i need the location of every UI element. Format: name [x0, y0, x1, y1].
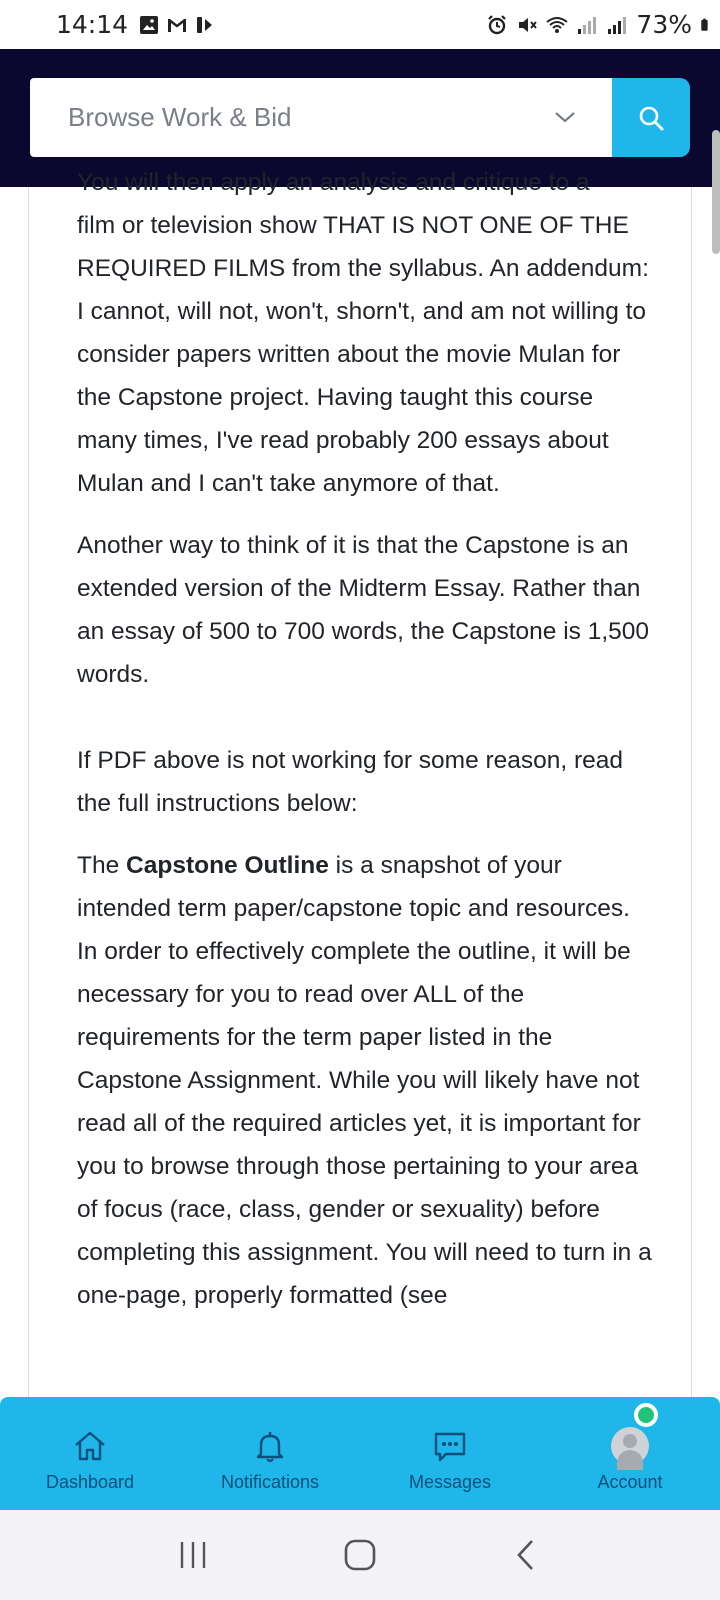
back-icon[interactable]	[510, 1538, 544, 1572]
partial-line: You will then apply an analysis and critique to a	[77, 169, 590, 196]
battery-percent: 73%	[636, 10, 692, 39]
nav-label: Notifications	[220, 1472, 320, 1492]
browse-select[interactable]	[30, 78, 612, 157]
status-bar	[0, 0, 720, 49]
online-status-icon	[634, 1403, 658, 1427]
wifi-icon	[546, 14, 568, 36]
cast-icon	[194, 14, 216, 36]
scrollbar[interactable]	[712, 130, 720, 254]
status-notification-icons	[138, 14, 216, 36]
avatar-icon	[611, 1427, 649, 1465]
home-icon	[72, 1428, 108, 1464]
nav-label: Messages	[408, 1472, 492, 1492]
nav-label: Account	[597, 1472, 663, 1492]
signal-icon	[576, 14, 598, 36]
job-description-card	[28, 169, 692, 1397]
status-time: 14:14	[56, 10, 129, 39]
nav-dashboard[interactable]	[0, 1397, 180, 1510]
recent-apps-icon[interactable]	[176, 1538, 210, 1572]
capstone-outline-bold: Capstone Outline	[126, 852, 329, 879]
nav-account[interactable]	[540, 1397, 720, 1510]
nav-messages[interactable]	[360, 1397, 540, 1510]
description-paragraph: Another way to think of it is that the Capstone is an extended version of the Midterm Essay. Rather than an essay of 500 to 700 words, the Capstone is 1,500 words.	[77, 532, 650, 688]
browse-select-value: Browse Work & Bid	[68, 102, 292, 132]
signal-icon	[606, 14, 628, 36]
text-span: The	[77, 852, 127, 879]
search-icon	[637, 104, 665, 132]
text-span: is a snapshot of your intended term paper/capstone topic and resources. In order to effectively complete the outline, it will be necessary for you to read over ALL of the requirements for the term paper listed in the Capstone Assignment. While you will likely have not read all of the required articles yet, it is important for you to browse through those pertaining to your area of focus (race, class, gender or sexuality) before completing this assignment. You will need to turn in a one-page, properly formatted (see	[77, 852, 652, 1309]
nav-label: Dashboard	[45, 1472, 135, 1492]
bottom-navigation	[0, 1397, 720, 1510]
description-paragraph: film or television show THAT IS NOT ONE OF THE REQUIRED FILMS from the syllabus. An addendum: I cannot, will not, won't, shorn't, and am not willing to consider papers written about the movie Mulan for the Capstone project. Having taught this course many times, I've read probably 200 essays about Mulan and I can't take anymore of that.	[77, 212, 649, 497]
gmail-icon	[166, 14, 188, 36]
chat-icon	[432, 1428, 468, 1464]
system-navigation-bar	[0, 1510, 720, 1600]
mute-icon	[516, 14, 538, 36]
status-system-icons	[486, 10, 714, 39]
battery-icon	[700, 14, 714, 36]
alarm-icon	[486, 14, 508, 36]
bell-icon	[252, 1428, 288, 1464]
nav-notifications[interactable]	[180, 1397, 360, 1510]
image-icon	[138, 14, 160, 36]
description-paragraph	[77, 844, 657, 1317]
search-button[interactable]	[612, 78, 690, 157]
chevron-down-icon	[554, 106, 576, 128]
description-text	[77, 161, 657, 1336]
home-circle-icon[interactable]	[343, 1538, 377, 1572]
description-paragraph: If PDF above is not working for some reason, read the full instructions below:	[77, 747, 624, 817]
